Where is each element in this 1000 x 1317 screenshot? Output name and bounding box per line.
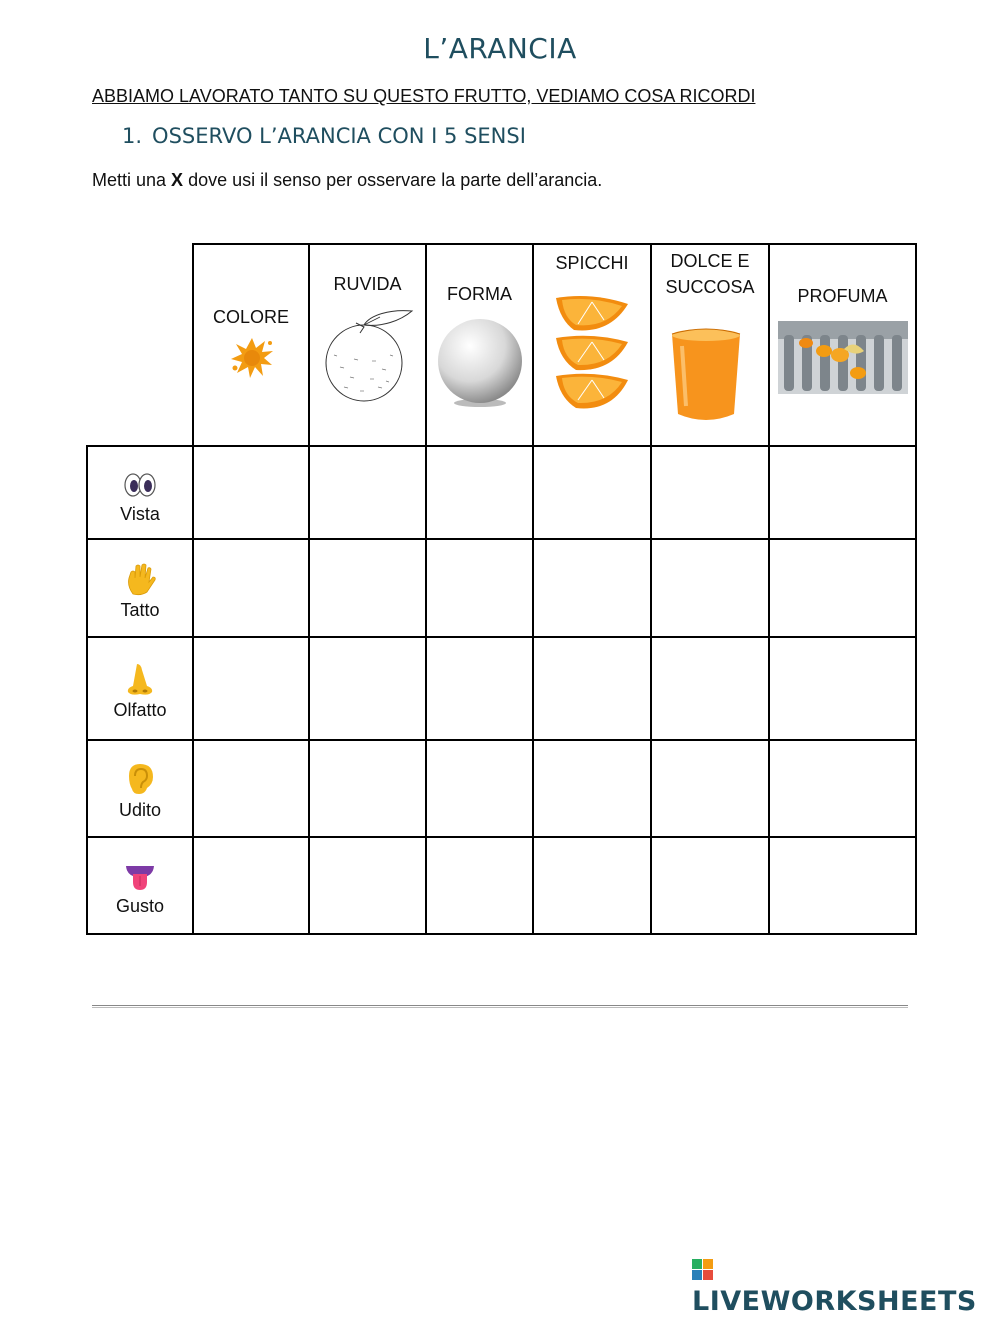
answer-cell[interactable] xyxy=(770,540,915,636)
ear-icon xyxy=(123,762,157,796)
instruction-after: dove usi il senso per osservare la parte dell’arancia. xyxy=(183,170,603,190)
answer-cell[interactable] xyxy=(534,447,650,538)
answer-cell[interactable] xyxy=(310,741,425,836)
row-label-text: Olfatto xyxy=(113,700,167,720)
page-title: L’ARANCIA xyxy=(423,32,577,65)
divider xyxy=(92,1005,908,1008)
answer-cell[interactable] xyxy=(534,838,650,933)
answer-cell[interactable] xyxy=(534,741,650,836)
orange-slices-icon xyxy=(554,290,630,415)
instruction-bold: X xyxy=(171,170,184,190)
hand-icon xyxy=(123,562,157,596)
row-label-text: Vista xyxy=(120,504,160,524)
row-label-gusto xyxy=(88,862,192,917)
answer-cell[interactable] xyxy=(652,838,768,933)
section-heading xyxy=(122,124,526,148)
row-label-text: Tatto xyxy=(120,600,160,620)
answer-cell[interactable] xyxy=(427,447,532,538)
answer-cell[interactable] xyxy=(534,540,650,636)
column-header-label: PROFUMA xyxy=(797,286,888,306)
answer-cell[interactable] xyxy=(652,447,768,538)
answer-cell[interactable] xyxy=(652,741,768,836)
answer-cell[interactable] xyxy=(770,741,915,836)
row-label-text: Gusto xyxy=(115,896,165,916)
answer-cell[interactable] xyxy=(194,447,308,538)
row-label-vista xyxy=(88,470,192,525)
answer-cell[interactable] xyxy=(310,540,425,636)
column-header-profuma xyxy=(770,283,915,444)
answer-cell[interactable] xyxy=(194,540,308,636)
column-header-dolce-succosa xyxy=(652,248,768,444)
nose-icon xyxy=(123,662,157,696)
liveworksheets-logo-icon xyxy=(692,1259,714,1281)
answer-cell[interactable] xyxy=(427,638,532,739)
brand-logo xyxy=(692,1255,1000,1317)
answer-cell[interactable] xyxy=(652,540,768,636)
answer-cell[interactable] xyxy=(310,447,425,538)
orange-juice-icon xyxy=(668,326,744,426)
column-header-label: FORMA xyxy=(447,284,512,304)
column-header-forma xyxy=(427,281,532,444)
column-header-colore xyxy=(194,304,308,444)
answer-cell[interactable] xyxy=(770,638,915,739)
answer-cell[interactable] xyxy=(427,741,532,836)
table-border xyxy=(86,933,917,935)
answer-cell[interactable] xyxy=(427,838,532,933)
section-text: OSSERVO L’ARANCIA CON I 5 SENSI xyxy=(152,124,526,148)
peels-on-radiator-icon xyxy=(778,321,908,394)
eyes-icon xyxy=(123,470,157,500)
row-label-text: Udito xyxy=(118,800,162,820)
instruction-before: Metti una xyxy=(92,170,172,190)
answer-cell[interactable] xyxy=(310,838,425,933)
brand-text: LIVEWORKSHEETS xyxy=(692,1286,977,1317)
orange-splash-icon xyxy=(227,332,277,382)
row-label-olfatto xyxy=(88,662,192,721)
table-border xyxy=(192,243,917,245)
table-border xyxy=(915,243,917,935)
tongue-icon xyxy=(123,862,157,892)
row-label-udito xyxy=(88,762,192,821)
orange-sketch-icon xyxy=(320,307,416,405)
section-number: 1. xyxy=(122,124,143,148)
answer-cell[interactable] xyxy=(534,638,650,739)
instruction xyxy=(92,170,602,191)
answer-cell[interactable] xyxy=(194,741,308,836)
answer-cell[interactable] xyxy=(194,638,308,739)
column-header-label-2: SUCCOSA xyxy=(665,277,755,297)
answer-cell[interactable] xyxy=(770,838,915,933)
sphere-icon xyxy=(436,317,524,409)
answer-cell[interactable] xyxy=(427,540,532,636)
column-header-spicchi xyxy=(534,250,650,444)
answer-cell[interactable] xyxy=(194,838,308,933)
answer-cell[interactable] xyxy=(652,638,768,739)
column-header-label: SPICCHI xyxy=(555,253,629,273)
column-header-ruvida xyxy=(310,271,425,444)
intro-text: ABBIAMO LAVORATO TANTO SU QUESTO FRUTTO, VEDIAMO COSA RICORDI xyxy=(92,86,756,106)
answer-cell[interactable] xyxy=(310,638,425,739)
row-label-tatto xyxy=(88,562,192,621)
column-header-label: COLORE xyxy=(212,307,290,327)
answer-cell[interactable] xyxy=(770,447,915,538)
column-header-label: RUVIDA xyxy=(333,274,402,294)
column-header-label: DOLCE E xyxy=(670,251,750,271)
